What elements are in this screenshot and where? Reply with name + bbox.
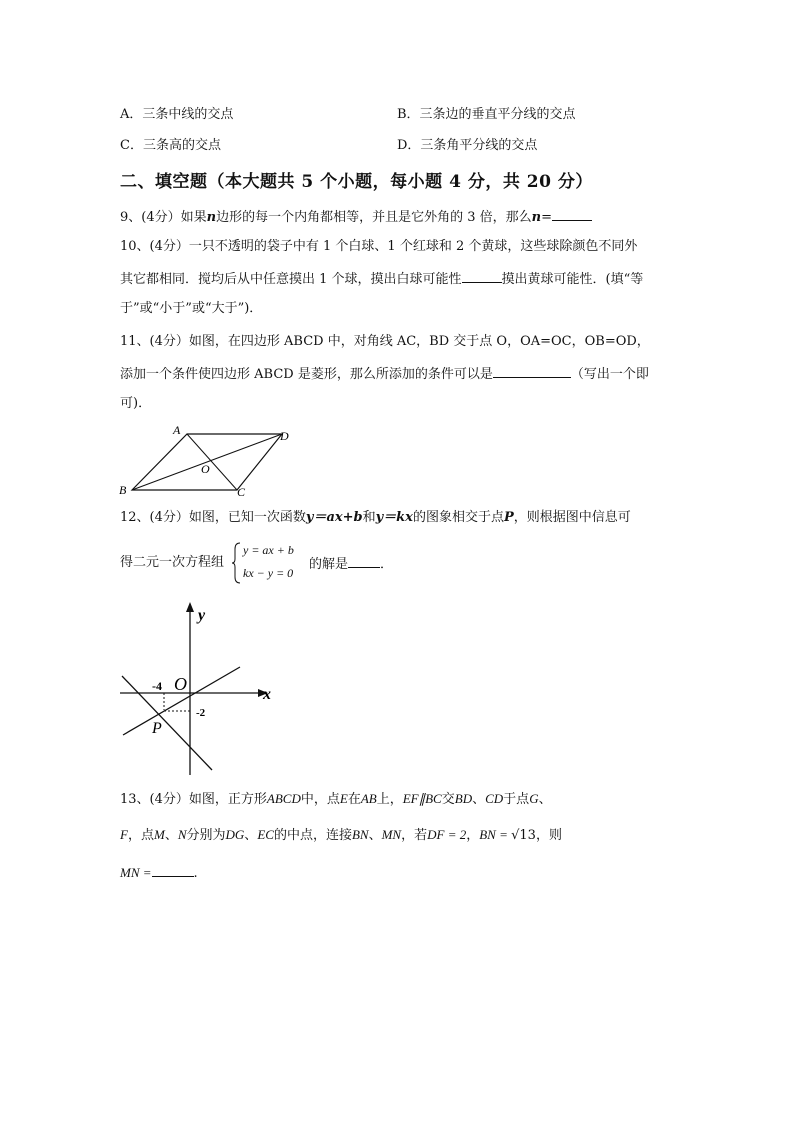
label-o: O	[201, 462, 210, 476]
q13-f: F	[120, 827, 128, 842]
q13-ab: AB	[360, 791, 377, 806]
q11-line2-pre: 添加一个条件使四边形 ABCD 是菱形，那么所添加的条件可以是	[120, 367, 493, 382]
q13-answer-blank[interactable]	[152, 862, 194, 877]
label-y: y	[198, 607, 206, 624]
q12-and: 和	[362, 510, 376, 525]
q13-t1: 中，点	[300, 792, 340, 807]
option-d: D．三条角平分线的交点	[397, 138, 538, 153]
q12-line1-pre: 12、(4分）如图，已知一次函数	[120, 510, 306, 525]
q12-line2-end: ．	[380, 557, 394, 572]
q13-bn: BN	[351, 827, 369, 842]
q13-bn13-pre: BN =	[479, 827, 512, 842]
q12-line1	[120, 508, 631, 528]
q9-answer-blank[interactable]	[552, 206, 592, 221]
system-eq2: kx − y = 0	[243, 566, 294, 580]
label-c: C	[237, 485, 246, 499]
q11-parallelogram-figure	[112, 420, 312, 500]
q13-line3-end: .	[193, 866, 198, 881]
q10-line2-post: 摸出黄球可能性．(填“等	[501, 272, 644, 287]
q13-l2t2: 、	[164, 828, 178, 843]
q13-l2t9: ，则	[535, 828, 562, 843]
label-a: A	[173, 423, 181, 437]
q12-func1: y＝ax+b	[305, 510, 363, 525]
q12-coordinate-graph	[110, 600, 280, 780]
option-c: C．三条高的交点	[120, 138, 221, 153]
question-9	[120, 206, 592, 228]
q9-var-n: n	[206, 210, 217, 225]
q13-df2: DF = 2	[427, 827, 467, 842]
q13-t7: 、	[538, 792, 552, 807]
q12-point: P	[503, 510, 514, 525]
q12-line2-post-text: 的解是	[309, 557, 349, 572]
label-neg4: -4	[152, 679, 162, 693]
q10-line2	[120, 268, 643, 290]
q13-abcd: ABCD	[266, 791, 301, 806]
q13-line1	[120, 789, 552, 810]
q13-l2t5: 的中点，连接	[273, 828, 352, 843]
q13-t3: 上，	[376, 792, 403, 807]
q13-bd: BD	[454, 791, 473, 806]
q9-eq: =	[541, 210, 552, 225]
q10-line2-pre: 其它都相同．搅均后从中任意摸出 1 个球，摸出白球可能性	[120, 272, 462, 287]
q13-t4: 交	[441, 792, 455, 807]
system-eq1: y = ax + b	[243, 543, 294, 557]
q9-var-n2: n	[531, 210, 542, 225]
label-p: P	[152, 720, 162, 737]
label-x: x	[263, 686, 271, 703]
q13-t6: 于点	[503, 792, 530, 807]
q13-line2	[120, 825, 562, 846]
q10-answer-blank[interactable]	[462, 268, 502, 283]
q12-line1-end: ，则根据图中信息可	[513, 510, 631, 525]
q11-line1: 11、(4分）如图，在四边形 ABCD 中，对角线 AC，BD 交于点 O，OA=OC，OB=OD，	[120, 334, 650, 349]
label-b: B	[119, 483, 127, 497]
q13-l2t6: 、	[368, 828, 382, 843]
q13-l2t4: 、	[244, 828, 258, 843]
q13-sqrt13: √13	[511, 828, 536, 843]
q12-func2: y＝kx	[375, 510, 413, 525]
q13-cd: CD	[485, 791, 504, 806]
system-brace	[232, 541, 242, 585]
q13-e: E	[339, 791, 348, 806]
q13-l2t8: ，	[466, 828, 480, 843]
q13-ec: EC	[257, 827, 274, 842]
q10-line3: 于”或“小于”或“大于”)．	[120, 301, 263, 316]
q13-l2t3: 分别为	[186, 828, 226, 843]
q13-g: G	[529, 791, 539, 806]
q13-line3-mn: MN =	[120, 865, 152, 880]
option-b: B．三条边的垂直平分线的交点	[397, 107, 576, 122]
q13-line3	[120, 862, 198, 884]
q12-line1-post: 的图象相交于点	[412, 510, 504, 525]
q11-line3: 可)．	[120, 396, 152, 411]
q13-ef-bc: EF∥BC	[402, 791, 442, 806]
q13-m: M	[153, 827, 165, 842]
section-title: 二、填空题（本大题共 5 个小题，每小题 4 分，共 20 分）	[120, 172, 593, 192]
q13-l2t7: ，若	[401, 828, 428, 843]
q9-mid: 边形的每一个内角都相等，并且是它外角的 3 倍，那么	[216, 210, 532, 225]
label-origin: O	[174, 674, 187, 694]
label-d: D	[280, 429, 289, 443]
q11-line2-post: （写出一个即	[570, 367, 649, 382]
q11-line2	[120, 363, 649, 385]
q13-l2t1: ，点	[127, 828, 154, 843]
q12-line2-post	[309, 553, 393, 575]
q13-dg: DG	[225, 827, 245, 842]
y-axis-arrow-icon	[186, 602, 194, 612]
q12-answer-blank[interactable]	[348, 553, 380, 568]
q11-answer-blank[interactable]	[493, 363, 571, 378]
line-ax-plus-b	[122, 676, 212, 770]
q13-t2: 在	[347, 792, 361, 807]
label-neg2: -2	[196, 707, 206, 719]
option-a: A．三条中线的交点	[120, 107, 234, 122]
q12-line2-pre: 得二元一次方程组	[120, 555, 225, 570]
q10-line1: 10、(4分）一只不透明的袋子中有 1 个白球、1 个红球和 2 个黄球，这些球除颜色不同外	[120, 239, 638, 254]
q13-t5: 、	[472, 792, 486, 807]
q9-pre: 9、(4分）如果	[120, 210, 207, 225]
q13-n: N	[177, 827, 187, 842]
q13-mn: MN	[381, 827, 402, 842]
q13-pre: 13、(4分）如图，正方形	[120, 792, 267, 807]
diagonal-ac	[187, 434, 237, 490]
